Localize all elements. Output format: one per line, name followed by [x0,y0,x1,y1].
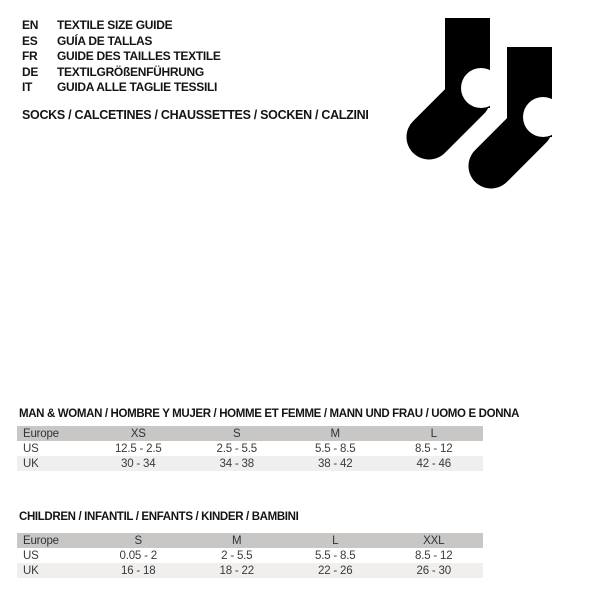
size-value: 12.5 - 2.5 [114,442,162,455]
table-row-uk [17,563,483,578]
size-value: 18 - 22 [219,564,254,577]
guide-title-fr: GUIDE DES TAILLES TEXTILE [57,49,221,64]
table-header-row [17,533,483,548]
language-code: DE [22,64,39,79]
language-row-it [22,80,221,96]
language-row-fr [22,49,221,65]
size-value: 2.5 - 5.5 [216,442,257,455]
language-code: IT [22,80,33,95]
socks-icon [400,8,575,198]
guide-title-de: TEXTILGRÖßENFÜHRUNG [57,64,204,79]
table-man-woman [17,408,520,471]
table-row-uk [17,456,483,471]
language-code: EN [22,18,39,32]
size-value: 26 - 30 [416,564,451,577]
size-value: 42 - 46 [416,457,451,470]
product-category-line: SOCKS / CALCETINES / CHAUSSETTES / SOCKEN / CALZINI [22,108,369,122]
col-header-size: S [233,427,241,440]
size-value: 22 - 26 [318,564,353,577]
sock-left-icon [429,18,501,137]
col-header-size: L [332,534,339,547]
size-value: 0.05 - 2 [119,549,157,562]
language-code: ES [22,33,38,48]
col-header-size: L [430,427,437,440]
size-value: 2 - 5.5 [221,549,253,562]
size-value: 5.5 - 8.5 [315,442,356,455]
man-woman-size-table [17,426,483,471]
region-label: US [23,442,39,455]
language-row-de [22,65,221,81]
size-value: 16 - 18 [121,564,156,577]
size-value: 30 - 34 [121,457,156,470]
col-header-size: M [232,534,242,547]
region-label: UK [23,564,39,577]
col-header-size: S [134,534,142,547]
table-children-title: CHILDREN / INFANTIL / ENFANTS / KINDER / BAMBINI [19,511,299,523]
language-list [22,18,221,96]
table-header-row [17,426,483,441]
size-value: 5.5 - 8.5 [315,549,356,562]
language-row-es [22,34,221,50]
region-label: UK [23,457,39,470]
region-label: US [23,549,39,562]
guide-title-es: GUÍA DE TALLAS [57,33,153,48]
language-row-en [22,18,221,34]
col-header-size: XS [130,427,146,440]
col-header-europe: Europe [23,534,59,547]
size-value: 8.5 - 12 [415,549,453,562]
language-code: FR [22,49,38,64]
table-children [17,511,483,578]
size-value: 8.5 - 12 [415,442,453,455]
col-header-size: XXL [423,534,445,547]
col-header-size: M [330,427,340,440]
size-value: 38 - 42 [318,457,353,470]
guide-title-it: GUIDA ALLE TAGLIE TESSILI [57,80,218,95]
sock-right-icon [491,47,563,166]
table-row-us [17,548,483,563]
children-size-table [17,533,483,578]
size-value: 34 - 38 [219,457,254,470]
col-header-europe: Europe [23,427,59,440]
table-row-us [17,441,483,456]
guide-title-en: TEXTILE SIZE GUIDE [57,18,173,32]
table-man-woman-title: MAN & WOMAN / HOMBRE Y MUJER / HOMME ET FEMME / MANN UND FRAU / UOMO E DONNA [19,408,520,420]
